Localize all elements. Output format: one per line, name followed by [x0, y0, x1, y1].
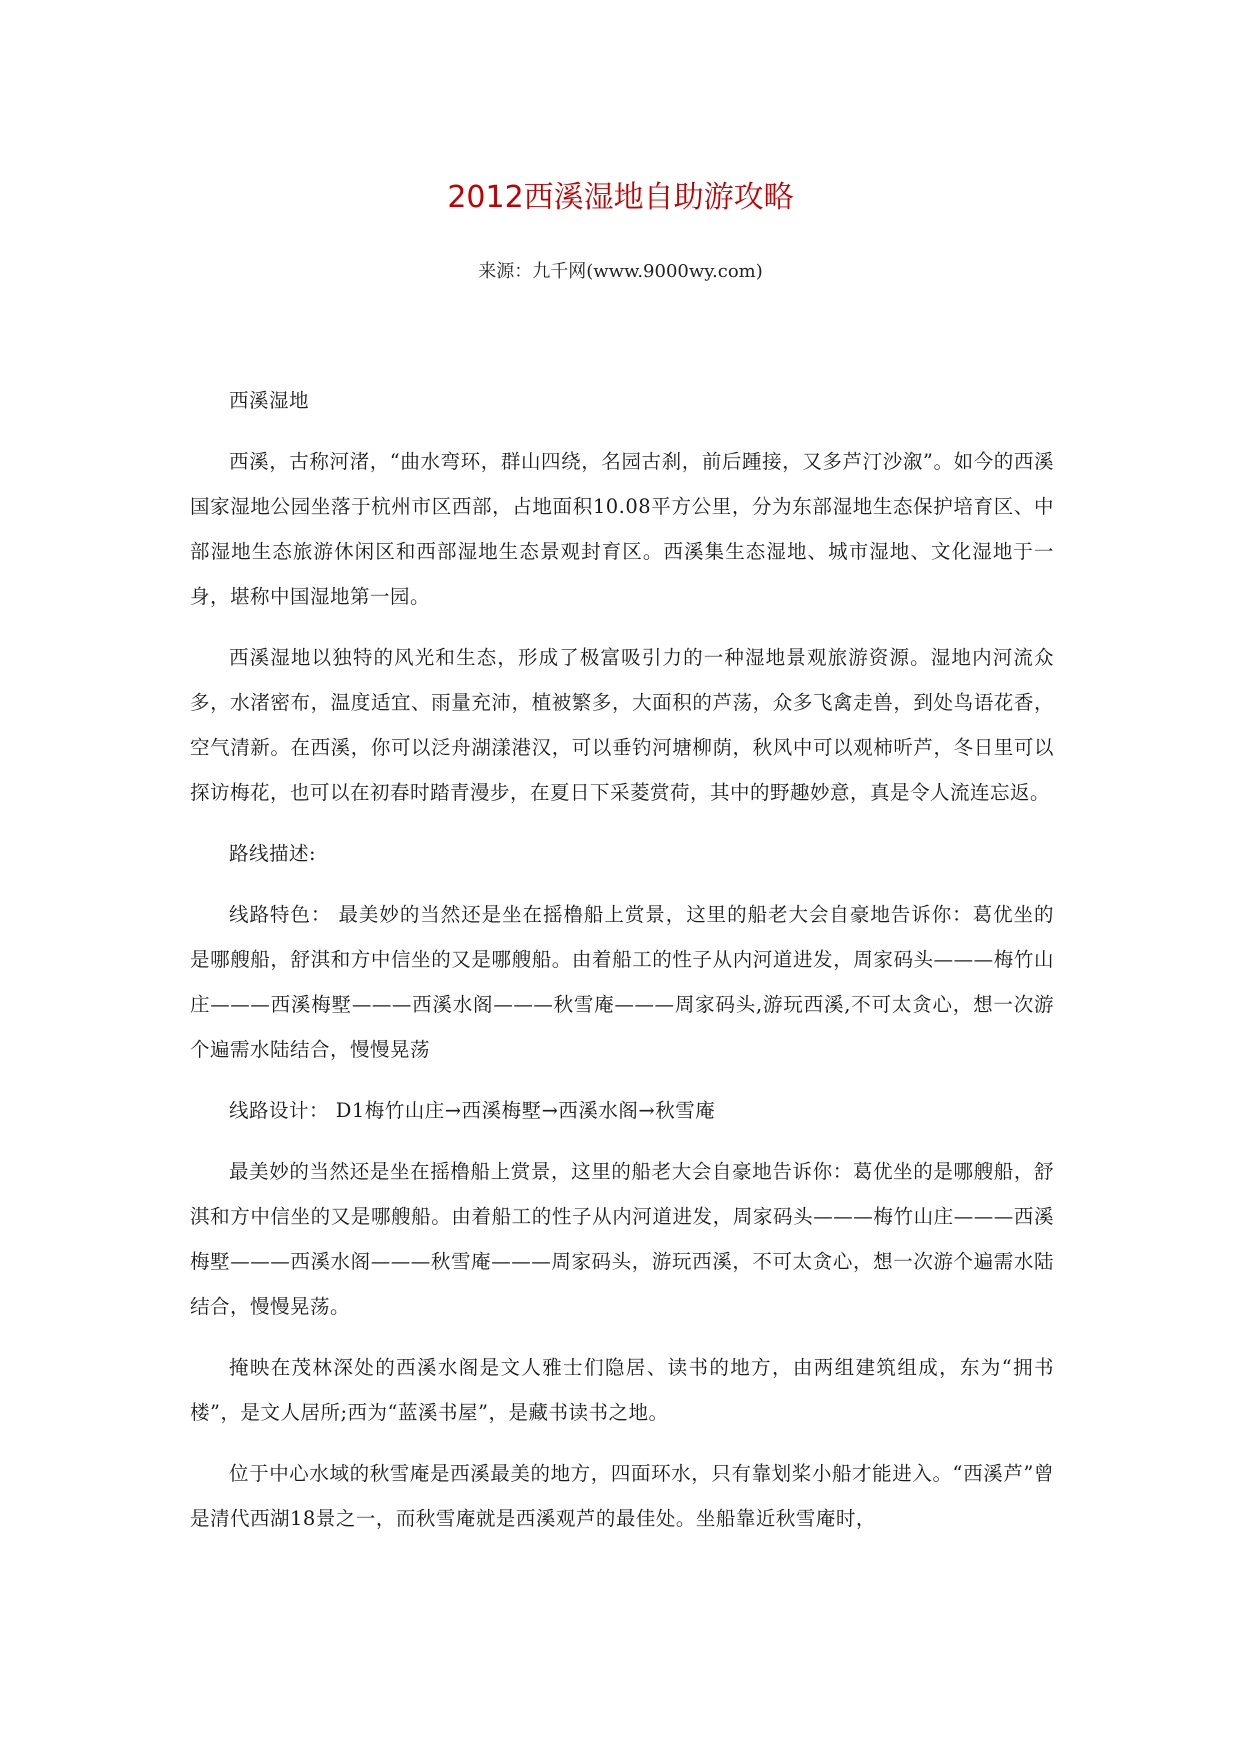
paragraph: 线路设计： D1梅竹山庄→西溪梅墅→西溪水阁→秋雪庵	[229, 1099, 716, 1122]
section-heading: 西溪湿地	[229, 389, 310, 412]
document-body	[190, 378, 1054, 1557]
section-heading: 路线描述:	[229, 842, 317, 865]
paragraph: 西溪湿地以独特的风光和生态，形成了极富吸引力的一种湿地景观旅游资源。湿地内河流众多，水渚密布，温度适宜、雨量充沛，植被繁多，大面积的芦荡，众多飞禽走兽，到处鸟语花香，空气清新。在西溪，你可以泛舟湖漾港汉，可以垂钓河塘柳荫，秋风中可以观柿听芦，冬日里可以探访梅花，也可以在初春时踏青漫步，在夏日下采菱赏荷，其中的野趣妙意，真是令人流连忘返。	[190, 646, 1054, 804]
document-source: 来源：九千网(www.9000wy.com)	[478, 261, 763, 282]
paragraph: 位于中心水域的秋雪庵是西溪最美的地方，四面环水，只有靠划桨小船才能进入。“西溪芦”曾是清代西湖18景之一，而秋雪庵就是西溪观芦的最佳处。坐船靠近秋雪庵时，	[190, 1462, 1054, 1530]
paragraph: 西溪，古称河渚，“曲水弯环，群山四绕，名园古刹，前后踵接，又多芦汀沙溆”。如今的西溪国家湿地公园坐落于杭州市区西部，占地面积10.08平方公里，分为东部湿地生态保护培育区、中部湿地生态旅游休闲区和西部湿地生态景观封育区。西溪集生态湿地、城市湿地、文化湿地于一身，堪称中国湿地第一园。	[190, 450, 1054, 608]
paragraph: 线路特色： 最美妙的当然还是坐在摇橹船上赏景，这里的船老大会自豪地告诉你：葛优坐的是哪艘船，舒淇和方中信坐的又是哪艘船。由着船工的性子从内河道进发，周家码头———梅竹山庄———西溪梅墅———西溪水阁———秋雪庵———周家码头,游玩西溪,不可太贪心，想一次游个遍需水陆结合，慢慢晃荡	[190, 903, 1054, 1061]
paragraph: 掩映在茂林深处的西溪水阁是文人雅士们隐居、读书的地方，由两组建筑组成，东为“拥书楼”，是文人居所;西为“蓝溪书屋”，是藏书读书之地。	[190, 1356, 1054, 1424]
document-title: 2012西溪湿地自助游攻略	[447, 180, 794, 215]
paragraph: 最美妙的当然还是坐在摇橹船上赏景，这里的船老大会自豪地告诉你：葛优坐的是哪艘船，舒淇和方中信坐的又是哪艘船。由着船工的性子从内河道进发，周家码头———梅竹山庄———西溪梅墅———西溪水阁———秋雪庵———周家码头，游玩西溪，不可太贪心，想一次游个遍需水陆结合，慢慢晃荡。	[190, 1160, 1054, 1318]
